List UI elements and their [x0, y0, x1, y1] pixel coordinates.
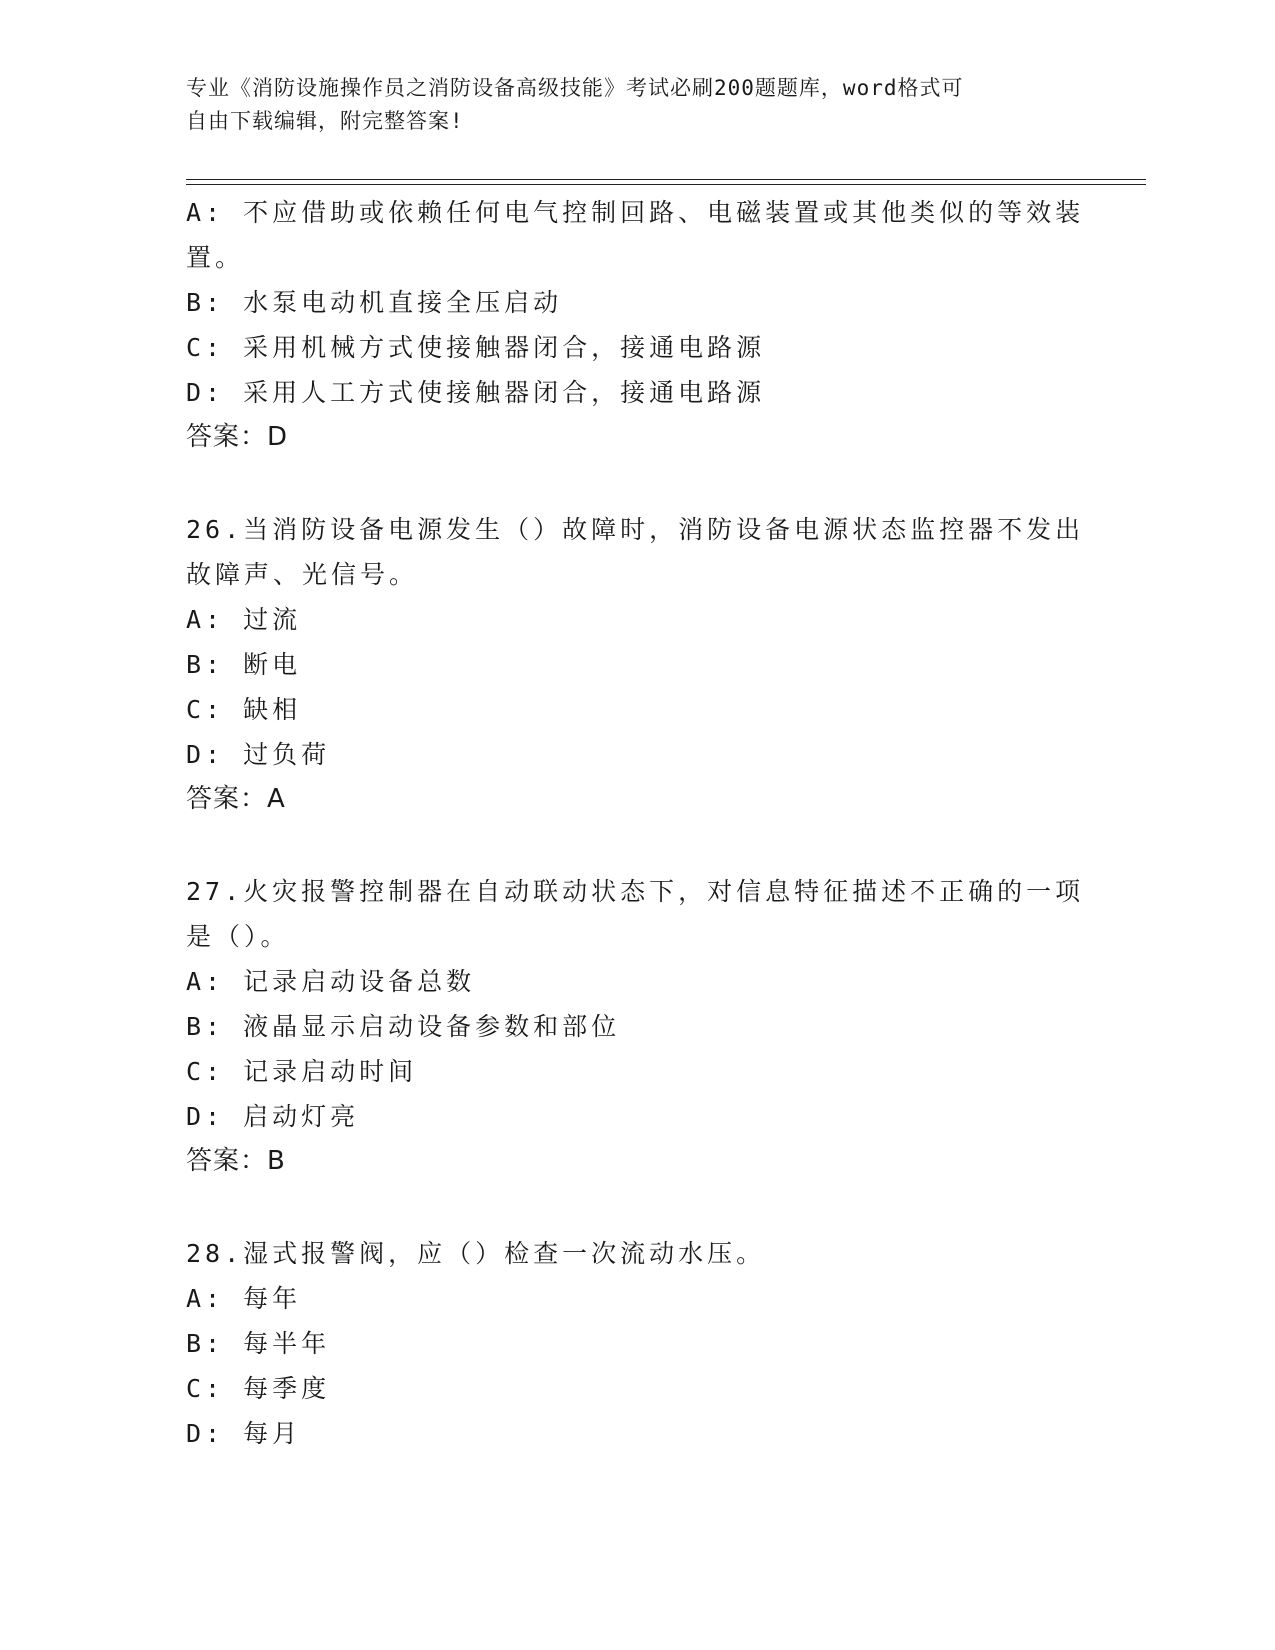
page-header — [186, 72, 1066, 138]
option-a: A: 过流 — [186, 605, 302, 634]
option-d: D: 采用人工方式使接触器闭合，接通电路源 — [186, 378, 766, 407]
option-b: B: 断电 — [186, 650, 302, 679]
question-text-line-1: 28.湿式报警阀，应（）检查一次流动水压。 — [186, 1239, 766, 1268]
option-c: C: 采用机械方式使接触器闭合，接通电路源 — [186, 333, 766, 362]
option-a: A: 记录启动设备总数 — [186, 967, 476, 996]
question-28-block — [186, 1231, 1086, 1456]
option-d: D: 过负荷 — [186, 740, 331, 769]
question-text-line-1: 27.火灾报警控制器在自动联动状态下，对信息特征描述不正确的一项 — [186, 877, 1085, 906]
option-d: D: 每月 — [186, 1419, 302, 1448]
question-text-line-2: 是（）。 — [186, 922, 290, 951]
option-c: C: 每季度 — [186, 1374, 331, 1403]
option-d: D: 启动灯亮 — [186, 1102, 360, 1131]
question-25-block — [186, 190, 1086, 460]
spacer — [186, 1184, 1086, 1231]
header-line-1: 专业《消防设施操作员之消防设备高级技能》考试必刷200题题库，word格式可 — [186, 76, 964, 100]
option-c: C: 缺相 — [186, 695, 302, 724]
option-b: B: 每半年 — [186, 1329, 331, 1358]
header-line-2: 自由下载编辑，附完整答案! — [186, 109, 464, 133]
spacer — [186, 460, 1086, 507]
question-27-block — [186, 869, 1086, 1184]
question-text-line-2: 故障声、光信号。 — [186, 560, 419, 589]
option-b: B: 水泵电动机直接全压启动 — [186, 288, 563, 317]
spacer — [186, 822, 1086, 869]
question-text-line-1: 26.当消防设备电源发生（）故障时，消防设备电源状态监控器不发出 — [186, 515, 1085, 544]
header-divider-bottom — [186, 184, 1146, 185]
question-list — [186, 190, 1086, 1456]
option-a-line-1: A: 不应借助或依赖任何电气控制回路、电磁装置或其他类似的等效装 — [186, 198, 1085, 227]
option-a: A: 每年 — [186, 1284, 302, 1313]
answer-line: 答案：B — [186, 1146, 286, 1176]
header-divider-top — [186, 179, 1146, 180]
option-c: C: 记录启动时间 — [186, 1057, 418, 1086]
option-a-line-2: 置。 — [186, 243, 245, 272]
answer-line: 答案：D — [186, 422, 289, 452]
answer-line: 答案：A — [186, 784, 286, 814]
question-26-block — [186, 507, 1086, 822]
option-b: B: 液晶显示启动设备参数和部位 — [186, 1012, 621, 1041]
